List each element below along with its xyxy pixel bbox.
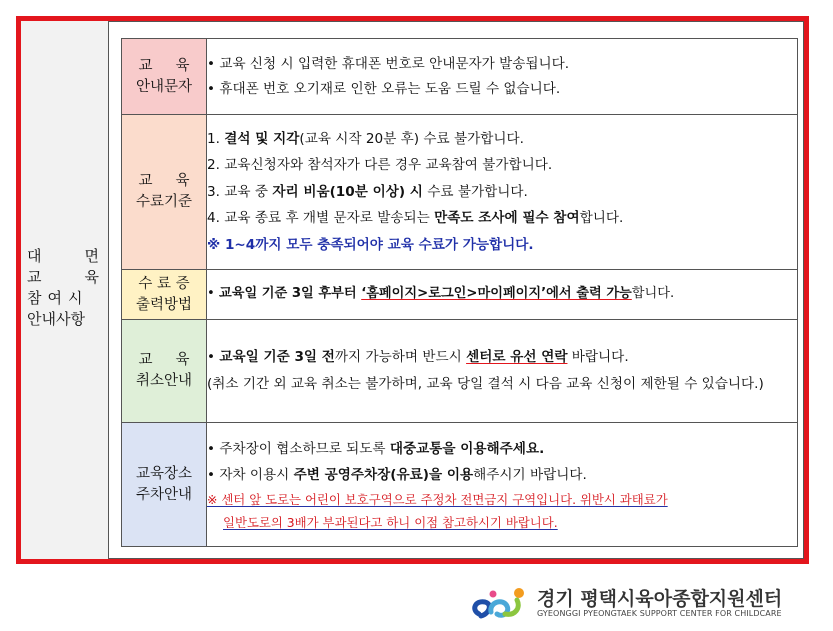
row-parking: 교육장소 주차안내 • 주차장이 협소하므로 되도록 대중교통을 이용해주세요. • 자차 이용시 주변 공영주차장(유료)을 이용해주시기 바랍니다. ※ 센터 앞 도로는 어린이 보호구역으로 주정차 전면금지 구역입니다. 위반시 과태료가 일반도로의 3배가 부과된다고 하니 이점 참고하시기 바랍니다. (122, 423, 798, 547)
row-label: 교 육 수료기준 (122, 115, 207, 270)
row-label: 교 육 취소안내 (122, 320, 207, 423)
center-name-english: GYEONGGI PYEONGTAEK SUPPORT CENTER FOR CHILDCARE (537, 609, 782, 618)
center-logo-icon (469, 584, 531, 624)
row-label: 교육장소 주차안내 (122, 423, 207, 547)
row-completion: 교 육 수료기준 1. 결석 및 지각(교육 시작 20분 후) 수료 불가합니다. 2. 교육신청자와 참석자가 다른 경우 교육참여 불가합니다. 3. 교육 중 자리 비움(10분 이상) 시 수료 불가합니다. 4. 교육 종료 후 개별 문자로 발송되는 만족도 조사에 필수 참여합니다. ※ 1~4까지 모두 충족되어야 교육 수료가 가능합니다. (122, 115, 798, 270)
guide-table (121, 38, 798, 547)
row-label: 교 육 안내문자 (122, 39, 207, 115)
category-label: 대 면 교 육 참여시 안내사항 (27, 247, 99, 328)
row-sms-notice: 교 육 안내문자 • 교육 신청 시 입력한 휴대폰 번호로 안내문자가 발송됩니다. • 휴대폰 번호 오기재로 인한 오류는 도움 드릴 수 없습니다. (122, 39, 798, 115)
center-logo (469, 584, 799, 622)
center-name: 경기 평택시육아종합지원센터 (537, 588, 783, 610)
row-cancellation: 교 육 취소안내 • 교육일 기준 3일 전까지 가능하며 반드시 센터로 유선 연락 바랍니다. (취소 기간 외 교육 취소는 불가하며, 교육 당일 결석 시 다음 교육 신청이 제한될 수 있습니다.) (122, 320, 798, 423)
row-label: 수 료 증 출력방법 (122, 270, 207, 320)
row-certificate: 수 료 증 출력방법 • 교육일 기준 3일 후부터 ‘홈페이지>로그인>마이페이지’에서 출력 가능합니다. (122, 270, 798, 320)
